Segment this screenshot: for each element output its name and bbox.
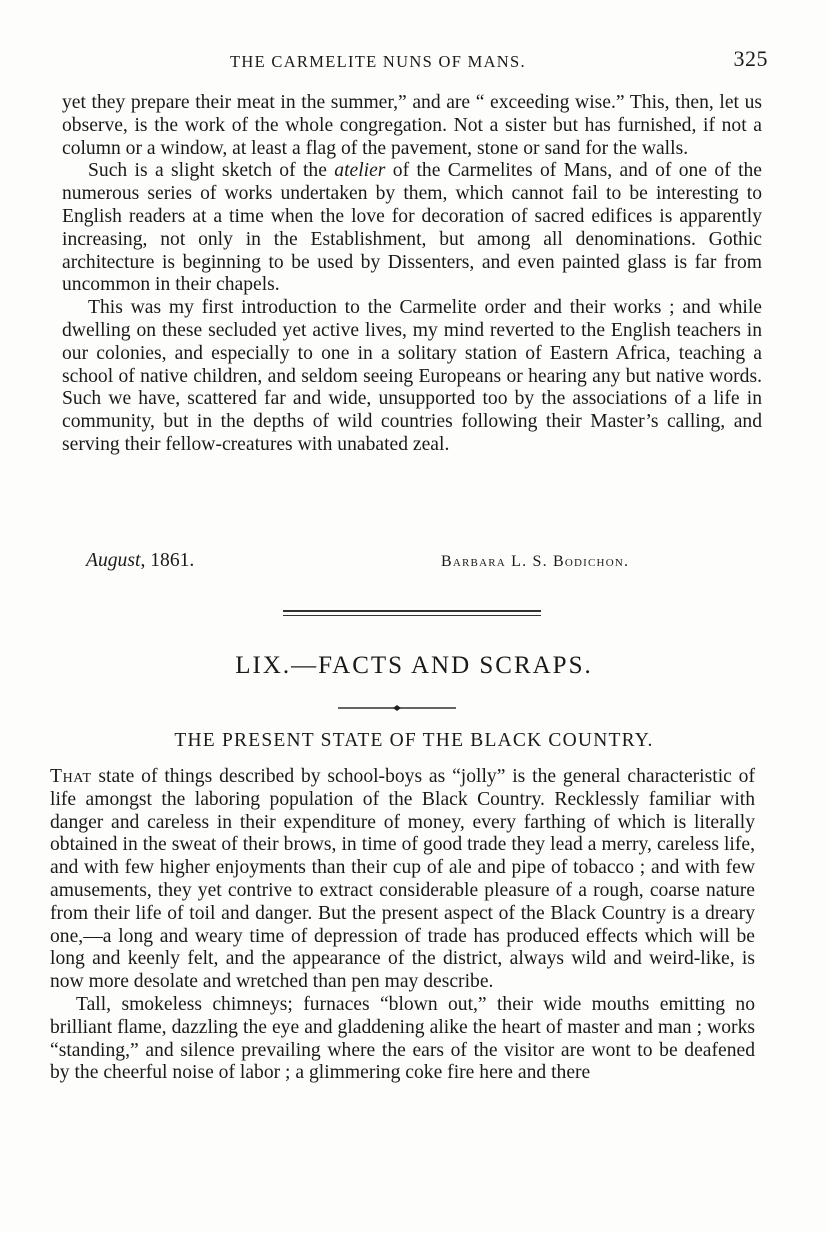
signature-month: August [86, 550, 141, 571]
running-title: THE CARMELITE NUNS OF MANS. [230, 52, 526, 71]
paragraph-introduction: This was my first introduction to the Carmelite order and their works ; and while dwelling on these secluded yet active lives, my mind reverted to the English teachers in our colonies, and especially to one in a solitary station of Eastern Africa, teaching a school of native children, and seldom seeing Europeans or hearing any but native words. Such we have, scattered far and wide, unsupported too by the associations of a life in community, but in the depths of wild countries following their Master’s calling, and serving their fellow-creatures with unabated zeal. [62, 297, 762, 455]
paragraph-atelier [62, 160, 762, 297]
running-head [60, 44, 768, 74]
divider-line-bottom [283, 615, 541, 617]
article-body [50, 766, 755, 1085]
paragraph-continued: yet they prepare their meat in the summer,” and are “ exceeding wise.” This, then, let us observe, is the work of the whole congregation. Not a sister but has furnished, if not a column or a window, at least a flag of the pavement, stone or sand for the walls. [62, 92, 762, 159]
paragraph-atelier-start: Such is a slight sketch of the [88, 160, 335, 182]
signature-year: , 1861. [140, 550, 195, 571]
lead-word: That [50, 766, 92, 787]
article-paragraph-1 [50, 766, 755, 994]
section-divider [283, 610, 541, 619]
atelier-italic: atelier [334, 160, 386, 182]
continued-article [62, 92, 762, 457]
section-title: LIX.—FACTS AND SCRAPS. [235, 652, 593, 679]
page-number: 325 [733, 46, 768, 71]
paragraph-atelier-end: of the Carmelites of Mans, and of one of the numerous series of works undertaken by them, which cannot fail to be interesting to English readers at a time when the love for decoration of sacred edifices is apparently increasing, not only in the Establishment, but among all denominations. Gothic architecture is beginning to be used by Dissenters, and even painted glass is far from uncommon in their chapels. [62, 160, 763, 296]
article-paragraph-1-text: state of things described by school-boys as “jolly” is the general characteristic of life amongst the laboring population of the Black Country. Recklessly familiar with danger and careless in their expenditure of money, every farthing of which is literally obtained in the sweat of their brows, in time of good trade they lead a merry, careless life, and with few higher enjoyments than their cup of ale and pipe of tobacco ; and with few amusements, they yet contrive to extract considerable pleasure of a rough, coarse nature from their life of toil and danger. But the present aspect of the Black Country is a dreary one,—a long and weary time of depression of trade has produced effects which will be long and keenly felt, and the appearance of the district, always wild and weird-like, is now more desolate and wretched than pen may describe. [50, 766, 755, 993]
signature-date [86, 550, 194, 573]
ornament-rule-icon [338, 704, 456, 712]
divider-line-top [283, 610, 541, 612]
article-title: THE PRESENT STATE OF THE BLACK COUNTRY. [174, 730, 654, 751]
article-paragraph-2: Tall, smokeless chimneys; furnaces “blown out,” their wide mouths emitting no brilliant flame, dazzling the eye and gladdening alike the heart of master and man ; works “standing,” and silence prevailing where the ears of the visitor are wont to be deafened by the cheerful noise of labor ; a glimmering coke fire here and there [50, 993, 755, 1084]
signature-author: Barbara L. S. Bodichon. [441, 553, 630, 570]
